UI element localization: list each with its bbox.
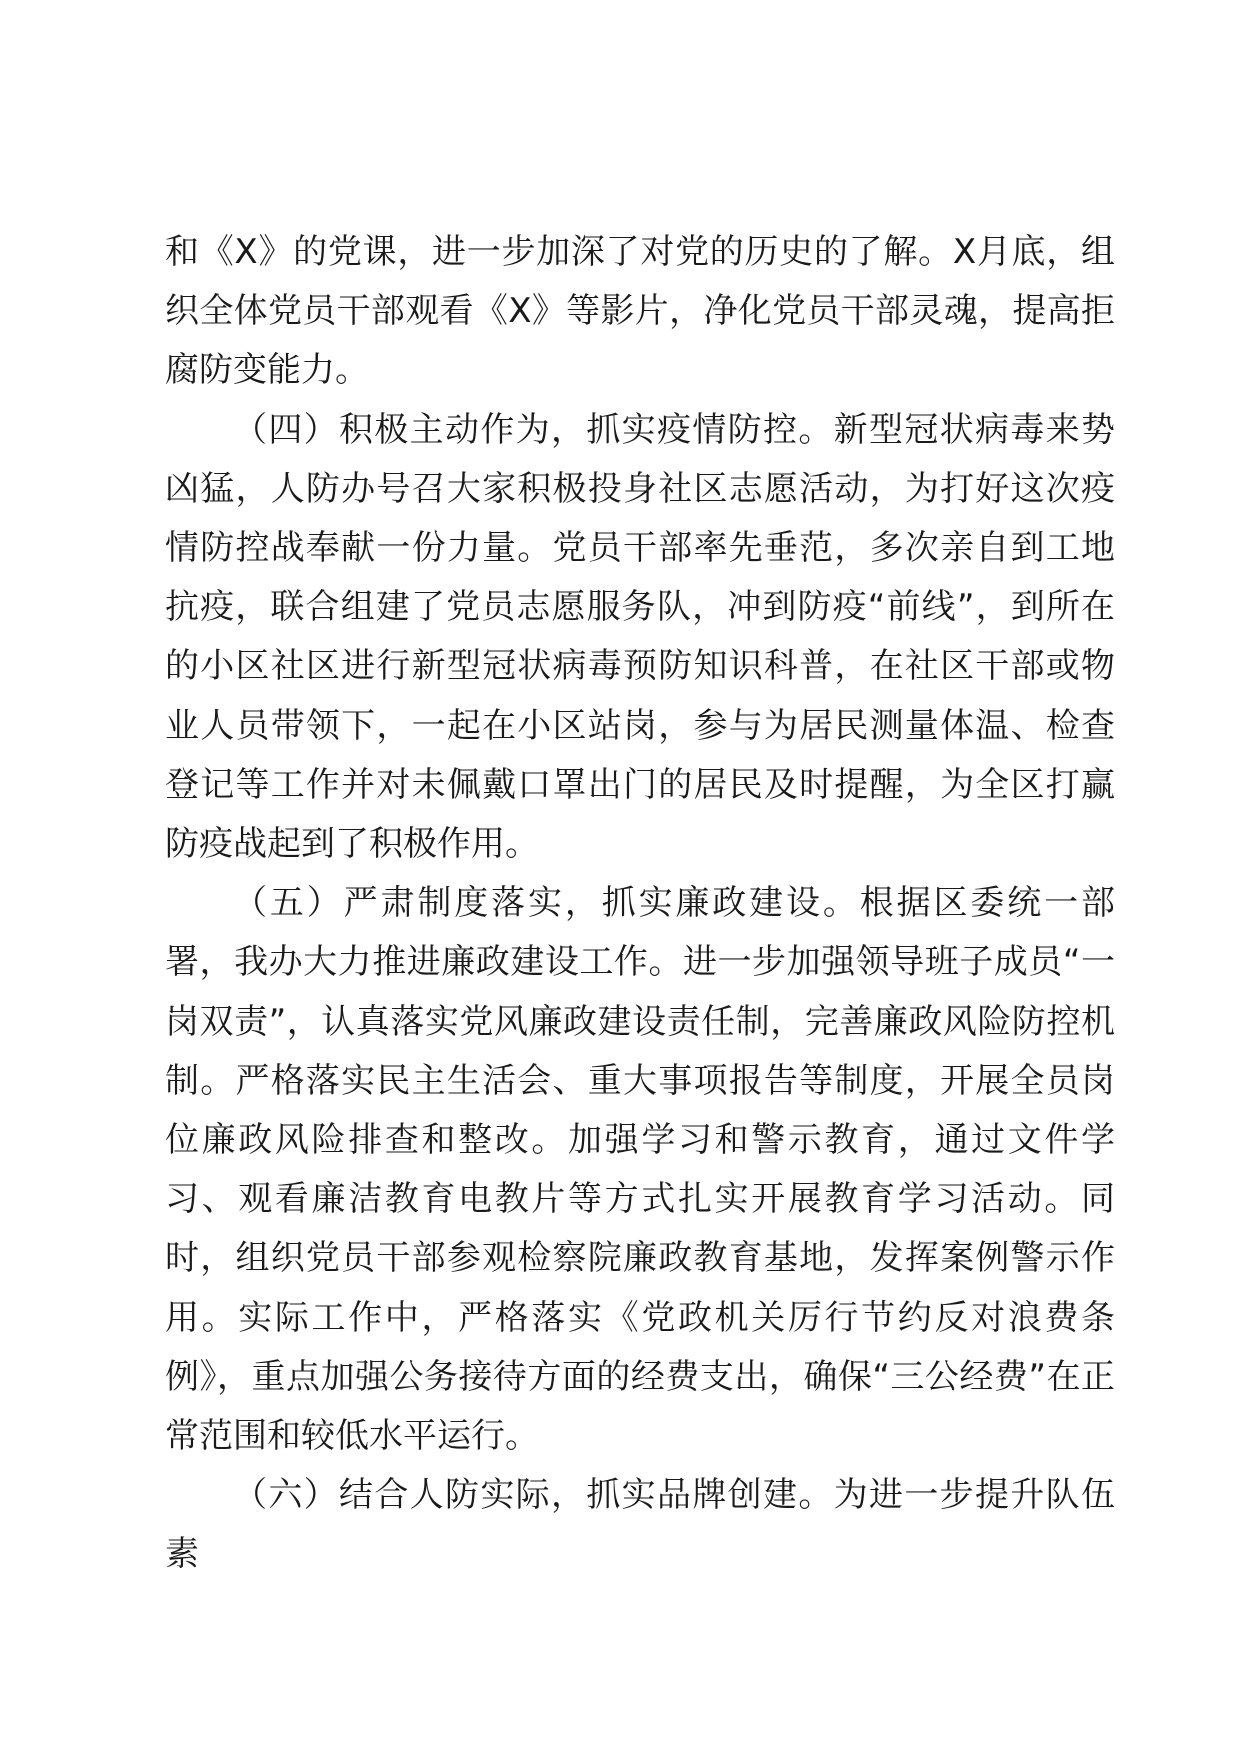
paragraph-integrity-building: （五）严肃制度落实，抓实廉政建设。根据区委统一部署，我办大力推进廉政建设工作。进一步加强领导班子成员“一岗双责”，认真落实党风廉政建设责任制，完善廉政风险防控机制。严格落实民主生活会、重大事项报告等制度，开展全员岗位廉政风险排查和整改。加强学习和警示教育，通过文件学习、观看廉洁教育电教片等方式扎实开展教育学习活动。同时，组织党员干部参观检察院廉政教育基地，发挥案例警示作用。实际工作中，严格落实《党政机关厉行节约反对浪费条例》，重点加强公务接待方面的经费支出，确保“三公经费”在正常范围和较低水平运行。 — [165, 883, 1115, 1457]
paragraph-epidemic-control: （四）积极主动作为，抓实疫情防控。新型冠状病毒来势凶猛，人防办号召大家积极投身社区志愿活动，为打好这次疫情防控战奉献一份力量。党员干部率先垂范，多次亲自到工地抗疫，联合组建了党员志愿服务队，冲到防疫“前线”，到所在的小区社区进行新型冠状病毒预防知识科普，在社区干部或物业人员带领下，一起在小区站岗，参与为居民测量体温、检查登记等工作并对未佩戴口罩出门的居民及时提醒，为全区打赢防疫战起到了积极作用。 — [165, 409, 1115, 865]
paragraph-brand-creation: （六）结合人防实际，抓实品牌创建。为进一步提升队伍素 — [165, 1475, 1115, 1575]
paragraph-party-lecture: 和《X》的党课，进一步加深了对党的历史的了解。X月底，组织全体党员干部观看《X》等影片，净化党员干部灵魂，提高拒腐防变能力。 — [165, 232, 1115, 391]
document-body — [165, 223, 1115, 1585]
